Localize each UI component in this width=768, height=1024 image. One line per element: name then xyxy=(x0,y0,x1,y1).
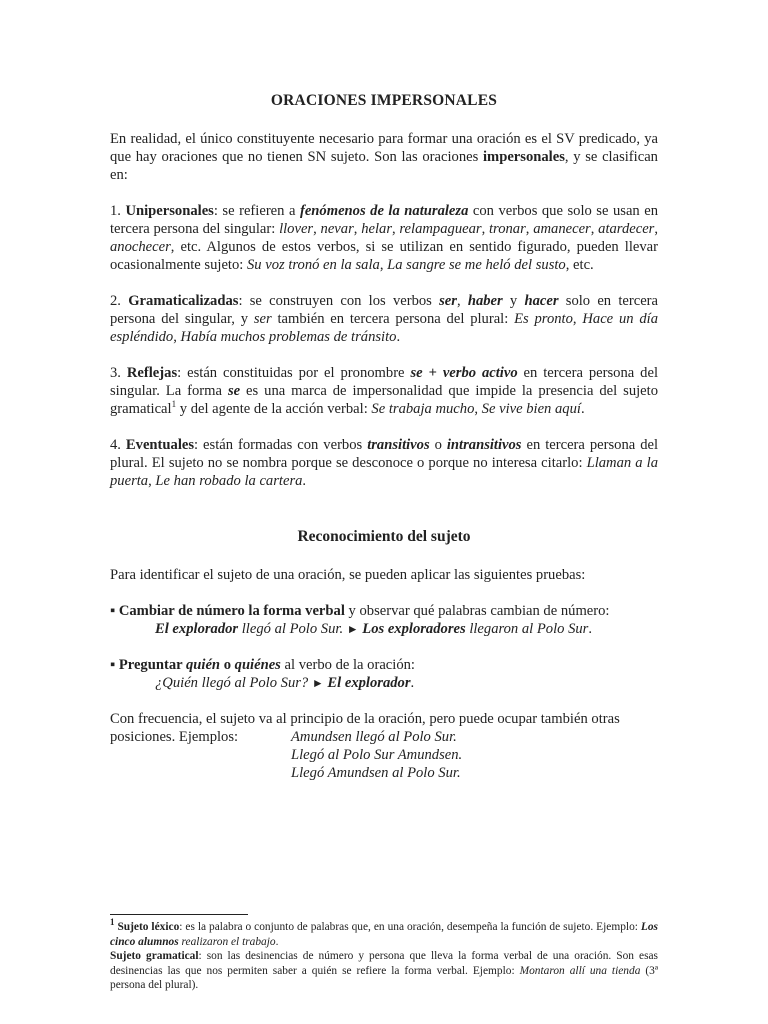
text: , etc. xyxy=(565,257,594,273)
item-label: Reflejas xyxy=(126,365,178,381)
example: relampaguear xyxy=(399,221,482,237)
emphasis: ser xyxy=(439,293,457,309)
emphasis: intransitivos xyxy=(446,437,522,453)
example: amanecer xyxy=(533,221,591,237)
text: , xyxy=(590,221,599,237)
item-number: 3. xyxy=(110,365,127,381)
item-number: 1. xyxy=(110,203,126,219)
emphasis: haber xyxy=(467,293,503,309)
position-paragraph xyxy=(110,710,658,782)
text: , xyxy=(474,401,482,417)
example-subject: Los cinco alumnos xyxy=(110,921,658,948)
text: : se construyen con los verbos xyxy=(238,293,440,309)
item-number: 4. xyxy=(110,437,126,453)
text: y del agente de la acción verbal: xyxy=(176,401,372,417)
text: , xyxy=(456,293,468,309)
text: : están constituidas por el pronombre xyxy=(177,365,411,381)
document-title: ORACIONES IMPERSONALES xyxy=(270,92,498,109)
text: . xyxy=(302,473,307,489)
text: , xyxy=(173,329,181,345)
text: : son las desinencias de número y persona que lleva la forma verbal de una oración. Son esas desinencias las que nos permiten saber a quién se refiere la forma verbal. Ejemplo: xyxy=(110,950,658,977)
test-label: Preguntar xyxy=(118,657,186,673)
item-label: Gramaticalizadas xyxy=(128,293,239,309)
bullet-icon: ▪ xyxy=(110,657,119,673)
text: al verbo de la oración: xyxy=(280,657,415,673)
text: . xyxy=(410,675,415,691)
text: : es la palabra o conjunto de palabras que, en una oración, desempeña la función de sujeto. Ejemplo: xyxy=(179,921,641,933)
intro-text: En realidad, el único constituyente necesario para formar una oración es el SV predicado, ya que hay oraciones que no tienen SN sujeto. Son las oraciones xyxy=(110,131,658,165)
document-page xyxy=(110,92,658,782)
text: , xyxy=(379,257,388,273)
text: Con frecuencia, el sujeto va al principio de la oración, pero puede ocupar también otras xyxy=(110,711,620,727)
test-label: Cambiar de número la forma verbal xyxy=(118,603,345,619)
text: con verbos que solo se usan en tercera persona del singular: xyxy=(110,203,659,237)
footnote-1-cont xyxy=(110,949,658,993)
footnote-separator xyxy=(110,914,248,915)
example: Llegó Amundsen al Polo Sur. xyxy=(291,765,461,781)
section-title: Reconocimiento del sujeto xyxy=(297,528,471,545)
example-subject: Los exploradores xyxy=(358,621,466,637)
example: atardecer xyxy=(598,221,655,237)
text: o xyxy=(429,437,447,453)
example: Llaman a la puerta xyxy=(110,455,658,489)
text: solo en tercera persona del singular, y xyxy=(110,293,659,327)
item-label: Eventuales xyxy=(125,437,195,453)
text: , xyxy=(313,221,321,237)
emphasis-plus: + xyxy=(422,365,443,381)
test-example xyxy=(110,620,658,638)
text: , xyxy=(481,221,489,237)
text: : están formadas con verbos xyxy=(194,437,368,453)
example-subject: El explorador xyxy=(323,675,411,691)
emphasis: verbo activo xyxy=(442,365,518,381)
example: Había muchos problemas de tránsito xyxy=(180,329,397,345)
item-number: 2. xyxy=(110,293,129,309)
footnote-1 xyxy=(110,917,658,949)
emphasis: fenómenos de la naturaleza xyxy=(299,203,469,219)
emphasis: se xyxy=(410,365,423,381)
example: llover xyxy=(279,221,314,237)
item-reflejas xyxy=(110,364,658,418)
test-number-change xyxy=(110,602,658,638)
example: tronar xyxy=(489,221,526,237)
term: Sujeto léxico xyxy=(114,921,180,933)
text: . xyxy=(396,329,401,345)
intro-paragraph xyxy=(110,130,658,184)
example: ¿Quién llegó al Polo Sur? xyxy=(155,675,312,691)
emphasis: transitivos xyxy=(367,437,430,453)
emphasis: hacer xyxy=(524,293,559,309)
footnote-number: 1 xyxy=(110,917,115,928)
example: Su voz tronó en la sala xyxy=(246,257,380,273)
footnotes xyxy=(110,917,659,993)
example-subject: El explorador xyxy=(155,621,239,637)
item-unipersonales xyxy=(110,202,658,274)
item-gramaticalizadas xyxy=(110,292,658,346)
text: , xyxy=(525,221,534,237)
example: ser xyxy=(253,311,272,327)
text: , xyxy=(148,473,156,489)
example: realizaron el trabajo xyxy=(178,935,276,948)
example: Se vive bien aquí xyxy=(481,401,581,417)
example: Llegó al Polo Sur Amundsen. xyxy=(291,747,463,763)
arrow-icon: ► xyxy=(346,622,359,636)
example: La sangre se me heló del susto xyxy=(387,257,566,273)
text: , xyxy=(654,221,659,237)
example: helar xyxy=(361,221,392,237)
text: posiciones. Ejemplos: xyxy=(110,729,239,745)
text: es una marca de impersonalidad que impide la presencia del sujeto gramatical xyxy=(110,383,659,417)
example: nevar xyxy=(320,221,354,237)
example-list xyxy=(291,728,462,782)
example: anochecer xyxy=(110,239,171,255)
text: (3ª persona del plural). xyxy=(110,964,659,991)
example: Montaron allí una tienda xyxy=(519,964,641,977)
text: , xyxy=(353,221,362,237)
bullet-icon: ▪ xyxy=(110,603,119,619)
text: en tercera persona del singular. La forma xyxy=(110,365,658,399)
item-eventuales xyxy=(110,436,658,490)
section-intro: Para identificar el sujeto de una oración, se pueden aplicar las siguientes pruebas: xyxy=(110,567,586,583)
example: Es pronto xyxy=(514,311,573,327)
intro-bold: impersonales xyxy=(483,149,565,165)
example: Se trabaja mucho xyxy=(371,401,475,417)
example: Amundsen llegó al Polo Sur. xyxy=(291,729,457,745)
test-label: o xyxy=(220,657,235,673)
text: y xyxy=(502,293,525,309)
example: llegaron al Polo Sur xyxy=(465,621,589,637)
example: Hace un día espléndido xyxy=(110,311,659,345)
text: : se refieren a xyxy=(213,203,300,219)
text: y observar qué palabras cambian de número: xyxy=(344,603,610,619)
example: Le han robado la cartera xyxy=(155,473,303,489)
text: , xyxy=(572,311,583,327)
test-label: quién xyxy=(185,657,221,673)
text: . xyxy=(275,935,279,948)
emphasis: se xyxy=(227,383,241,399)
intro-text-end: , y se clasifican en: xyxy=(110,149,658,183)
footnote-reference[interactable]: 1 xyxy=(171,399,177,410)
text: también en tercera persona del plural: xyxy=(271,311,515,327)
term: Sujeto gramatical xyxy=(110,950,199,962)
test-question xyxy=(110,656,658,692)
text: . xyxy=(588,621,593,637)
text: . xyxy=(580,401,585,417)
text: , etc. Algunos de estos verbos, si se utilizan en sentido figurado, pueden llevar ocasionalmente sujeto: xyxy=(110,239,658,273)
test-example xyxy=(110,674,658,692)
text: en tercera persona del plural. El sujeto no se nombra porque se desconoce o porque no interesa citarlo: xyxy=(110,437,659,471)
item-label: Unipersonales xyxy=(125,203,214,219)
example: llegó al Polo Sur. xyxy=(238,621,347,637)
arrow-icon: ► xyxy=(311,676,324,690)
test-label: quiénes xyxy=(234,657,281,673)
text: , xyxy=(392,221,400,237)
